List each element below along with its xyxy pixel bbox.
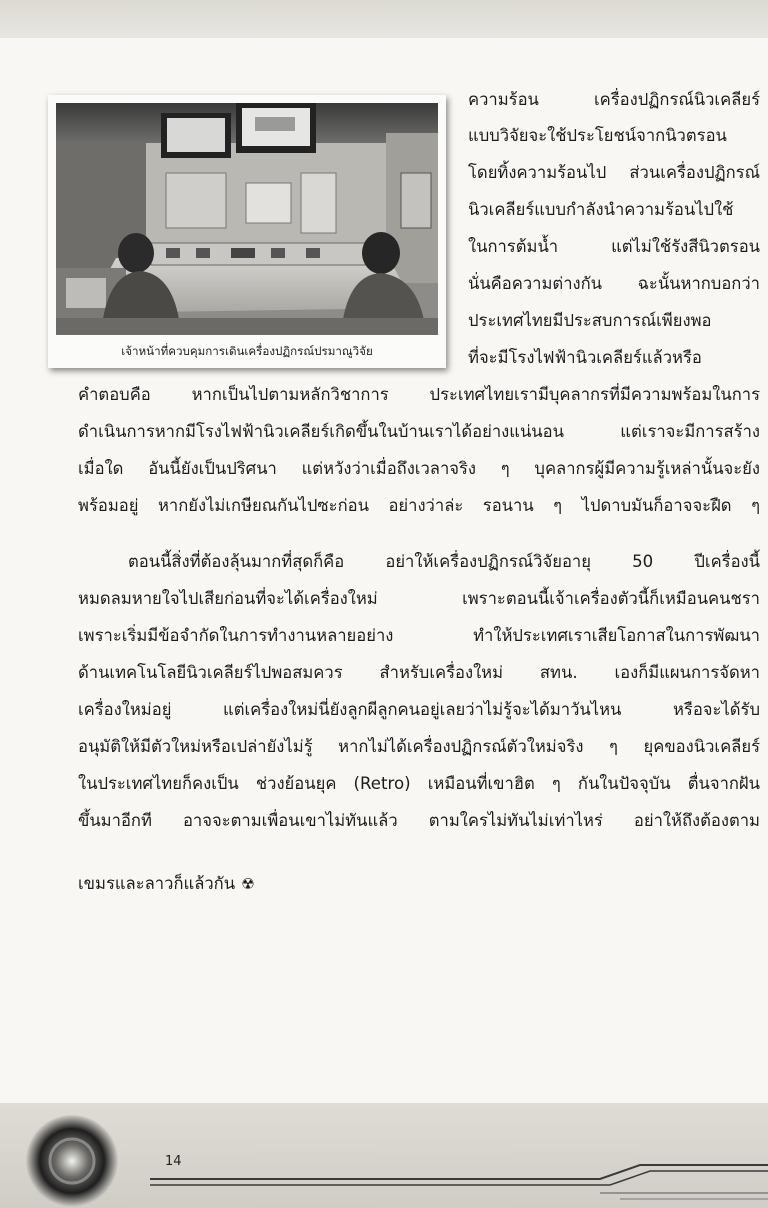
photo-caption: เจ้าหน้าที่ควบคุมการเดินเครื่องปฏิกรณ์ปรมาณูวิจัย [121, 344, 373, 358]
text-line: ประเทศไทยมีประสบการณ์เพียงพอ [468, 311, 712, 330]
text-line: นิวเคลียร์แบบกำลังนำความร้อนไปใช้ [468, 200, 734, 219]
photo-figure [48, 95, 446, 368]
text-line: ตอนนี้สิ่งที่ต้องลุ้นมากที่สุดก็คือ อย่าให้เครื่องปฏิกรณ์วิจัยอายุ 50 ปีเครื่องนี้ [128, 552, 760, 571]
text-line: ที่จะมีโรงไฟฟ้านิวเคลียร์แล้วหรือ [468, 348, 702, 367]
text-line: คำตอบคือ หากเป็นไปตามหลักวิชาการ ประเทศไทยเรามีบุคลากรที่มีความพร้อมในการ [78, 385, 760, 404]
text-line: ในประเทศไทยก็คงเป็น ช่วงย้อนยุค (Retro) เหมือนที่เขาฮิต ๆ กันในปัจจุบัน ตื่นจากฝัน [78, 774, 760, 793]
page-footer [0, 1103, 768, 1208]
text-line: เพราะเริ่มมีข้อจำกัดในการทำงานหลายอย่าง ทำให้ประเทศเราเสียโอกาสในการพัฒนา [78, 626, 760, 645]
text-line: เครื่องใหม่อยู่ แต่เครื่องใหม่นี่ยังลูกผีลูกคนอยู่เลยว่าไม่รู้จะได้มาวันไหน หรือจะได้รับ [78, 700, 760, 719]
text-line: ความร้อน เครื่องปฏิกรณ์นิวเคลียร์ [468, 90, 760, 109]
last-text-line [78, 866, 760, 902]
page-number: 14 [165, 1154, 182, 1169]
top-margin-band [0, 0, 768, 39]
text-line: เมื่อใด อันนี้ยังเป็นปริศนา แต่หวังว่าเมื่อถึงเวลาจริง ๆ บุคลากรผู้มีความรู้เหล่านั้นจะยัง [78, 459, 760, 478]
text-line: นั่นคือความต่างกัน ฉะนั้นหากบอกว่า [468, 274, 760, 293]
text-line: ขึ้นมาอีกที อาจจะตามเพื่อนเขาไม่ทันแล้ว ตามใครไม่ทันไม่เท่าไหร่ อย่าให้ถึงต้องตาม [78, 811, 760, 830]
text-line: หมดลมหายใจไปเสียก่อนที่จะได้เครื่องใหม่ เพราะตอนนี้เจ้าเครื่องตัวนี้ก็เหมือนคนชรา [78, 589, 760, 608]
text-line: อนุมัติให้มีตัวใหม่หรือเปล่ายังไม่รู้ หากไม่ได้เครื่องปฏิกรณ์ตัวใหม่จริง ๆ ยุคของนิวเคลียร์ [78, 737, 760, 756]
footer-decoration [0, 1103, 768, 1208]
text-line: โดยทิ้งความร้อนไป ส่วนเครื่องปฏิกรณ์ [468, 163, 760, 182]
radiation-icon: ☢ [241, 875, 255, 893]
text-line: ในการต้มน้ำ แต่ไม่ใช้รังสีนิวตรอน [468, 237, 760, 256]
text-line-content: เขมรและลาวก็แล้วกัน [78, 874, 236, 893]
text-line: พร้อมอยู่ หากยังไม่เกษียณกันไปซะก่อน อย่างว่าล่ะ รอนาน ๆ ไปดาบมันก็อาจจะฝืด ๆ [78, 496, 760, 515]
text-line: แบบวิจัยจะใช้ประโยชน์จากนิวตรอน [468, 126, 727, 145]
control-room-photo [56, 103, 438, 335]
text-line: ด้านเทคโนโลยีนิวเคลียร์ไปพอสมควร สำหรับเครื่องใหม่ สทน. เองก็มีแผนการจัดหา [78, 663, 760, 682]
control-room-illustration [56, 103, 438, 335]
text-line: ดำเนินการหากมีโรงไฟฟ้านิวเคลียร์เกิดขึ้นในบ้านเราได้อย่างแน่นอน แต่เราจะมีการสร้าง [78, 422, 760, 441]
footer-emblem-icon [26, 1115, 118, 1207]
